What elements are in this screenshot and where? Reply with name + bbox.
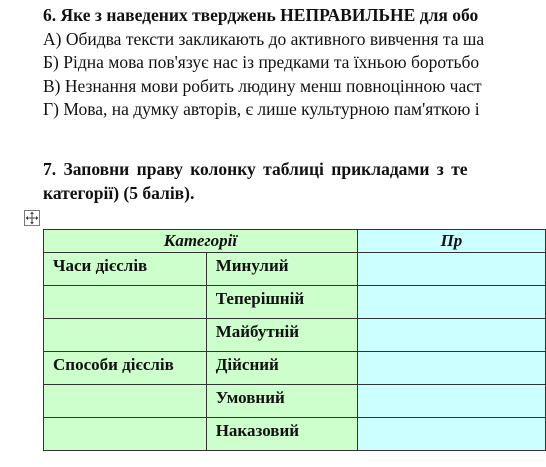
table-row <box>44 253 546 286</box>
row-item-cell: Теперішній <box>206 286 357 319</box>
table-row <box>44 385 546 418</box>
example-input-cell[interactable] <box>357 418 545 451</box>
question-7-line-1: 7. Заповни праву колонку таблиці прикладами з те <box>43 159 468 179</box>
row-item-cell: Минулий <box>206 253 357 286</box>
table-header-row <box>44 230 546 253</box>
question-6-option-d: Г) Мова, на думку авторів, є лише культурною пам'яткою і <box>43 99 480 120</box>
question-6-option-c: В) Незнання мови робить людину менш повноцінною част <box>43 75 482 96</box>
row-group-cell <box>44 286 207 319</box>
row-group-cell <box>44 319 207 352</box>
row-group-cell <box>44 418 207 451</box>
categories-table <box>43 229 546 451</box>
row-item-cell: Наказовий <box>206 418 357 451</box>
question-6-option-b: Б) Рідна мова пов'язує нас із предками та їхньою боротьбо <box>43 52 480 73</box>
question-7 <box>43 157 546 205</box>
header-examples: Пр <box>357 230 545 253</box>
question-6 <box>43 4 484 122</box>
example-input-cell[interactable] <box>357 352 545 385</box>
question-6-title: 6. Яке з наведених тверджень НЕПРАВИЛЬНЕ для обо <box>43 5 479 25</box>
row-group-cell <box>44 385 207 418</box>
row-group-cell: Часи дієслів <box>44 253 207 286</box>
example-input-cell[interactable] <box>357 319 545 352</box>
row-item-cell: Дійсний <box>206 352 357 385</box>
table-row <box>44 319 546 352</box>
question-6-option-a: А) Обидва тексти закликають до активного вивчення та ша <box>43 28 485 49</box>
move-arrows-icon[interactable] <box>24 210 40 226</box>
table-row <box>44 418 546 451</box>
row-item-cell: Умовний <box>206 385 357 418</box>
row-group-cell: Способи дієслів <box>44 352 207 385</box>
table-row <box>44 352 546 385</box>
table-row <box>44 286 546 319</box>
row-item-cell: Майбутній <box>206 319 357 352</box>
example-input-cell[interactable] <box>357 253 545 286</box>
example-input-cell[interactable] <box>357 286 545 319</box>
example-input-cell[interactable] <box>357 385 545 418</box>
header-categories: Категорії <box>44 230 358 253</box>
question-7-line-2: категорії) (5 балів). <box>43 183 195 203</box>
